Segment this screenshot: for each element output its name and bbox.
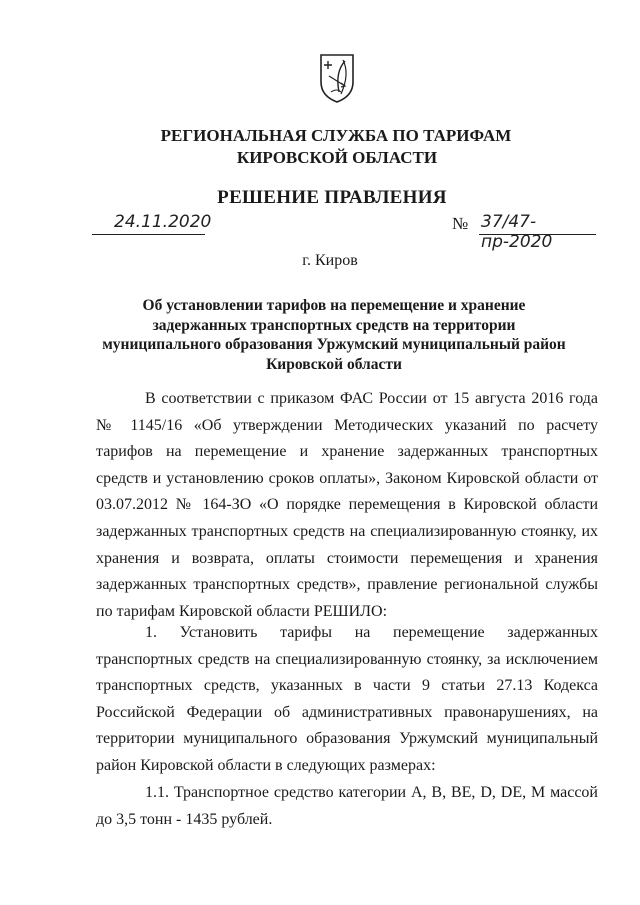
agency-name	[0, 125, 640, 169]
city: г. Киров	[302, 252, 358, 269]
paragraph-text: 1.1. Транспортное средство категории A, B, BE, D, DE, M массой до 3,5 тонн - 1435 рублей.	[96, 784, 598, 828]
decision-date: 24.11.2020	[114, 212, 212, 232]
paragraph-text: В соответствии с приказом ФАС России от 15 августа 2016 года № 1145/16 «Об утверждении Методических указаний по расчету тарифов на перемещение и хранение задержанных транспортных средств и установлению сроков оплаты», Законом Кировской области от 03.07.2012 № 164-ЗО «О порядке перемещения в Кировской области задержанных транспортных средств на специализированную стоянку, их хранения и возврата, оплаты стоимости перемещения и хранения задержанных транспортных средств», правление региональной службы по тарифам Кировской области РЕШИЛО:	[96, 390, 598, 620]
subject-line3: муниципального образования Уржумский муниципальный район	[102, 336, 566, 353]
agency-name-line2: КИРОВСКОЙ ОБЛАСТИ	[236, 148, 438, 167]
subject-line4: Кировской области	[266, 355, 402, 373]
clause-1-paragraph	[96, 620, 598, 780]
decision-title: РЕШЕНИЕ ПРАВЛЕНИЯ	[217, 187, 447, 208]
preamble-paragraph	[96, 386, 598, 625]
decision-number: 37/47-пр-2020	[481, 212, 553, 252]
paragraph-text: 1. Установить тарифы на перемещение задержанных транспортных средств на специализированную стоянку, за исключением транспортных средств, указанных в части 9 статьи 27.13 Кодекса Российской Федерации об административных правонарушениях, на территории муниципального образования Уржумский муниципальный район Кировской области в следующих размерах:	[96, 624, 598, 774]
subject-line1: Об установлении тарифов на перемещение и хранение	[142, 297, 526, 314]
agency-name-line1: РЕГИОНАЛЬНАЯ СЛУЖБА ПО ТАРИФАМ	[160, 126, 512, 145]
decision-subject	[0, 296, 640, 374]
decision-number-field	[479, 212, 596, 252]
subject-line2: задержанных транспортных средств на территории	[152, 316, 516, 334]
number-label: №	[452, 214, 469, 233]
clause-1-1-paragraph	[96, 780, 598, 833]
decision-date-field	[92, 212, 212, 235]
coat-of-arms-icon	[317, 52, 357, 104]
